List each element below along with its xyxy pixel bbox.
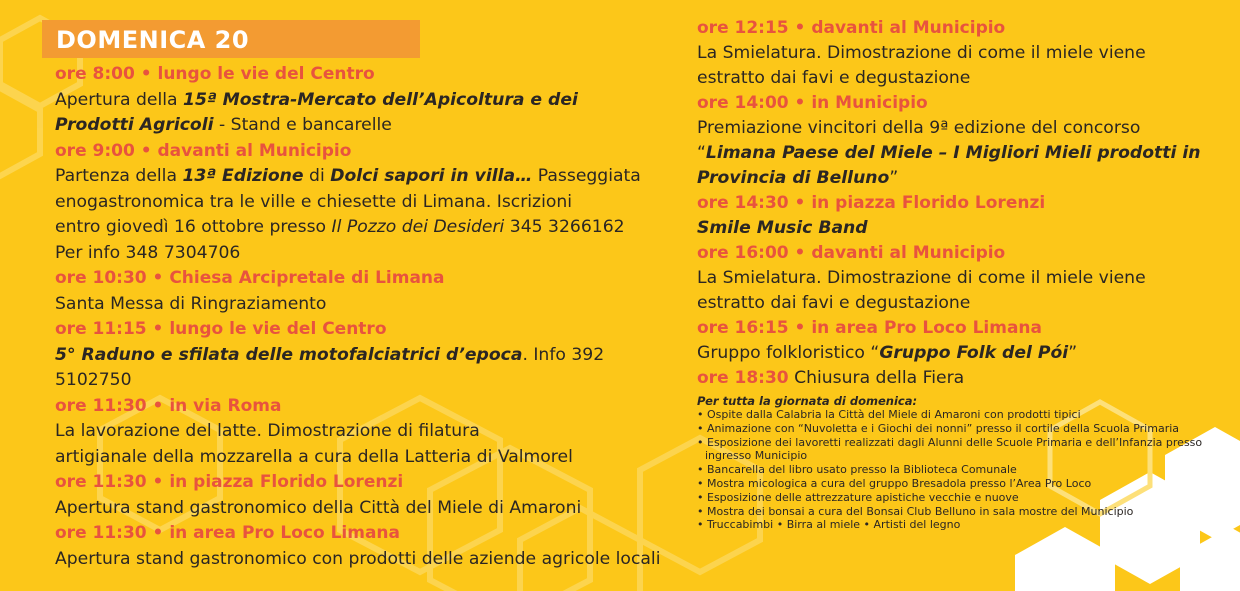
schedule-event bbox=[55, 317, 685, 394]
right-events bbox=[697, 16, 1232, 366]
event-text-segment: Il Pozzo dei Desideri bbox=[331, 217, 505, 237]
event-description bbox=[55, 164, 685, 266]
event-description bbox=[697, 41, 1232, 91]
event-description bbox=[55, 88, 685, 139]
note-item: • Mostra micologica a cura del gruppo Bresadola presso l’Area Pro Loco bbox=[697, 477, 1232, 491]
schedule-event bbox=[697, 16, 1232, 91]
event-text-segment: Gruppo folkloristico “ bbox=[697, 343, 880, 363]
right-column bbox=[697, 16, 1232, 532]
event-description bbox=[55, 496, 685, 522]
event-time: ore 16:00 • davanti al Municipio bbox=[697, 243, 1006, 263]
event-text-segment: Apertura stand gastronomico della Città del Miele di Amaroni bbox=[55, 497, 582, 518]
event-text-segment: estratto dai favi e degustazione bbox=[697, 293, 971, 313]
event-description bbox=[697, 216, 1232, 241]
event-text-segment: La lavorazione del latte. Dimostrazione di filatura bbox=[55, 421, 480, 441]
schedule-event bbox=[55, 139, 685, 267]
event-description bbox=[55, 547, 685, 573]
event-time: ore 14:00 • in Municipio bbox=[697, 93, 928, 113]
event-time: ore 8:00 • lungo le vie del Centro bbox=[55, 64, 375, 84]
event-text-segment: La Smielatura. Dimostrazione di come il miele viene bbox=[697, 43, 1146, 63]
event-text-segment: 345 3266162 bbox=[504, 217, 625, 237]
event-text-segment: 13ª Edizione bbox=[182, 166, 304, 186]
event-text-segment: Prodotti Agricoli bbox=[55, 115, 214, 135]
event-time: ore 11:30 • in piazza Florido Lorenzi bbox=[55, 472, 404, 492]
notes-heading: Per tutta la giornata di domenica: bbox=[697, 394, 918, 408]
event-text-segment: Partenza della bbox=[55, 166, 183, 186]
event-time: ore 12:15 • davanti al Municipio bbox=[697, 18, 1006, 38]
schedule-event bbox=[55, 62, 685, 139]
event-text-segment: 15ª Mostra-Mercato dell’Apicoltura e dei bbox=[183, 89, 578, 110]
event-text-segment: Gruppo Folk del Pói bbox=[879, 343, 1069, 363]
event-text-segment: Limana Paese del Miele – I Migliori Mieli prodotti in bbox=[705, 143, 1201, 163]
event-time: ore 9:00 • davanti al Municipio bbox=[55, 140, 352, 161]
event-text-segment: Dolci sapori in villa… bbox=[330, 166, 533, 186]
event-text-segment: estratto dai favi e degustazione bbox=[697, 68, 971, 88]
event-text-segment: Premiazione vincitori della 9ª edizione del concorso bbox=[697, 118, 1141, 138]
event-text-segment: enogastronomica tra le ville e chiesette di Limana. Iscrizioni bbox=[55, 191, 573, 212]
event-text-segment: La Smielatura. Dimostrazione di come il miele viene bbox=[697, 268, 1146, 288]
note-item: • Bancarella del libro usato presso la Biblioteca Comunale bbox=[697, 463, 1232, 477]
event-text-segment: Per info 348 7304706 bbox=[55, 242, 241, 263]
event-text-segment: “ bbox=[697, 143, 706, 163]
notes-list bbox=[697, 408, 1232, 532]
note-item: • Mostra dei bonsai a cura del Bonsai Club Belluno in sala mostre del Municipio bbox=[697, 505, 1232, 519]
event-text-segment: Provincia di Belluno bbox=[697, 168, 890, 188]
note-item: • Esposizione delle attrezzature apistiche vecchie e nuove bbox=[697, 491, 1232, 505]
schedule-event bbox=[697, 191, 1232, 241]
event-time: ore 11:15 • lungo le vie del Centro bbox=[55, 319, 387, 339]
event-description bbox=[697, 116, 1232, 191]
event-text-segment: ” bbox=[889, 168, 899, 188]
event-description bbox=[697, 341, 1232, 366]
event-text-segment: . Info 392 5102750 bbox=[55, 344, 605, 390]
event-text-segment: Santa Messa di Ringraziamento bbox=[55, 293, 327, 314]
event-description bbox=[55, 292, 685, 318]
event-description bbox=[55, 419, 685, 470]
schedule-event bbox=[697, 241, 1232, 316]
event-text-segment: ” bbox=[1068, 343, 1078, 363]
event-time: ore 16:15 • in area Pro Loco Limana bbox=[697, 318, 1042, 338]
closing-event bbox=[697, 366, 1232, 391]
note-item: • Ospite dalla Calabria la Città del Miele di Amaroni con prodotti tipici bbox=[697, 408, 1232, 422]
event-text-segment: di bbox=[303, 166, 331, 186]
note-item: • Truccabimbi • Birra al miele • Artisti del legno bbox=[697, 518, 1232, 532]
event-time: ore 14:30 • in piazza Florido Lorenzi bbox=[697, 193, 1046, 213]
schedule-event bbox=[697, 316, 1232, 366]
event-text-segment: Smile Music Band bbox=[697, 218, 868, 238]
closing-time: ore 18:30 bbox=[697, 368, 789, 388]
note-item: • Animazione con “Nuvoletta e i Giochi dei nonni” presso il cortile della Scuola Primaria bbox=[697, 422, 1232, 436]
schedule-event bbox=[55, 266, 685, 317]
closing-text: Chiusura della Fiera bbox=[788, 368, 965, 388]
schedule-event bbox=[55, 394, 685, 471]
event-time: ore 11:30 • in area Pro Loco Limana bbox=[55, 523, 400, 543]
event-time: ore 11:30 • in via Roma bbox=[55, 395, 282, 416]
event-text-segment: - Stand e bancarelle bbox=[213, 115, 392, 135]
event-text-segment: artigianale della mozzarella a cura della Latteria di Valmorel bbox=[55, 446, 573, 467]
event-description bbox=[55, 343, 685, 394]
schedule-event bbox=[697, 91, 1232, 191]
event-text-segment: Passeggiata bbox=[532, 166, 641, 186]
event-text-segment: Apertura della bbox=[55, 89, 184, 110]
event-text-segment: 5° Raduno e sfilata delle motofalciatrici d’epoca bbox=[55, 344, 523, 365]
event-text-segment: entro giovedì 16 ottobre presso bbox=[55, 217, 332, 237]
event-time: ore 10:30 • Chiesa Arcipretale di Limana bbox=[55, 268, 445, 288]
note-item: • Esposizione dei lavoretti realizzati dagli Alunni delle Scuole Primaria e dell’Infanzia presso ingresso Municipio bbox=[697, 436, 1232, 464]
event-description bbox=[697, 266, 1232, 316]
event-text-segment: Apertura stand gastronomico con prodotti delle aziende agricole locali bbox=[55, 548, 661, 569]
schedule-event bbox=[55, 470, 685, 521]
schedule-event bbox=[55, 521, 685, 572]
left-column bbox=[55, 20, 685, 572]
day-title: DOMENICA 20 bbox=[42, 20, 420, 58]
